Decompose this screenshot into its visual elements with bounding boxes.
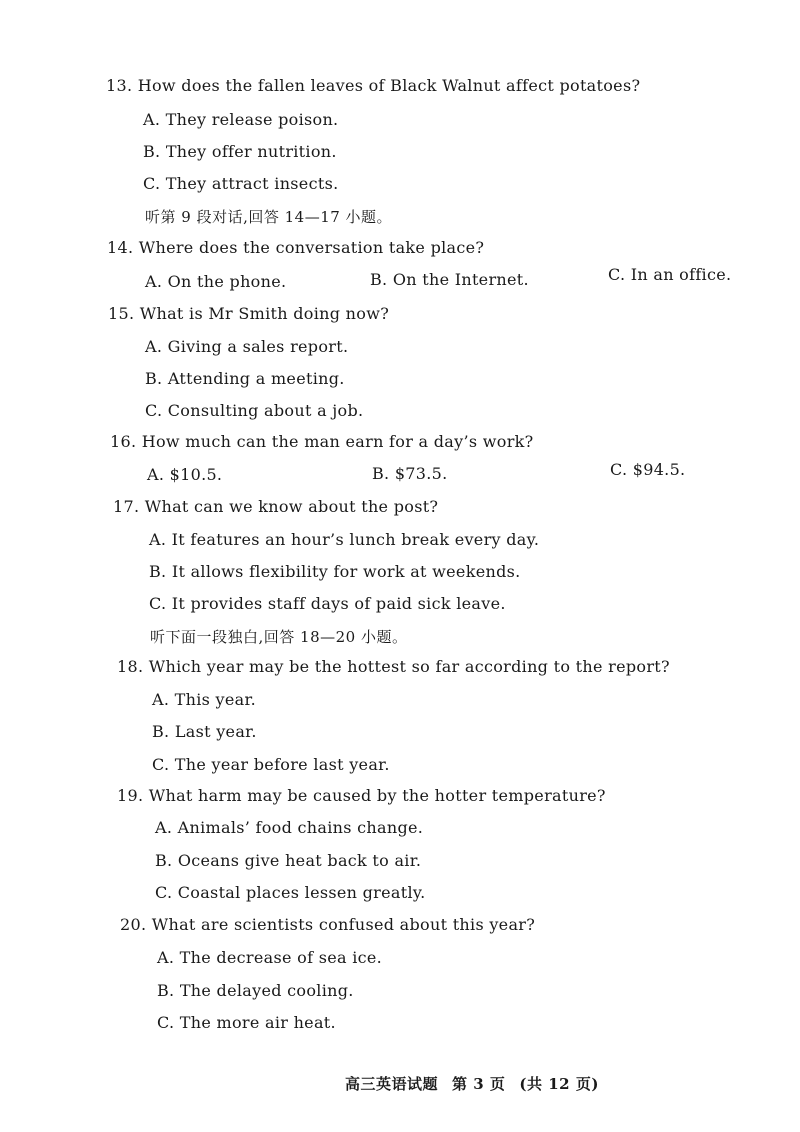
question-17-option-b: B. It allows flexibility for work at weekends. xyxy=(149,562,521,581)
question-20-option-a: A. The decrease of sea ice. xyxy=(157,948,383,967)
question-19-stem: 19. What harm may be caused by the hotter temperature? xyxy=(117,786,606,805)
question-15-option-b: B. Attending a meeting. xyxy=(145,369,345,388)
question-14-option-a: A. On the phone. xyxy=(145,272,287,291)
question-20-option-b: B. The delayed cooling. xyxy=(157,981,354,1000)
question-16-stem: 16. How much can the man earn for a day’s work? xyxy=(110,432,534,451)
question-16-option-b: B. $73.5. xyxy=(372,464,448,483)
page-footer xyxy=(345,1073,613,1094)
question-18-option-b: B. Last year. xyxy=(152,722,257,741)
question-13-option-b: B. They offer nutrition. xyxy=(143,142,337,161)
question-19-option-a: A. Animals’ food chains change. xyxy=(155,818,424,837)
question-15-stem: 15. What is Mr Smith doing now? xyxy=(108,304,390,323)
question-16-option-a: A. $10.5. xyxy=(147,465,223,484)
section-instruction-dialogue-9: 听第 9 段对话,回答 14—17 小题。 xyxy=(145,208,393,226)
question-15-option-a: A. Giving a sales report. xyxy=(145,337,349,356)
question-18-stem: 18. Which year may be the hottest so far according to the report? xyxy=(117,657,670,676)
question-14-option-c: C. In an office. xyxy=(608,265,732,284)
question-17-option-a: A. It features an hour’s lunch break every day. xyxy=(149,530,540,549)
question-13-stem: 13. How does the fallen leaves of Black Walnut affect potatoes? xyxy=(106,76,641,95)
question-14-stem: 14. Where does the conversation take place? xyxy=(107,238,485,257)
question-14-option-b: B. On the Internet. xyxy=(370,270,529,289)
section-instruction-monologue: 听下面一段独白,回答 18—20 小题。 xyxy=(150,628,408,646)
footer-page-number: 第 3 页 xyxy=(452,1075,506,1093)
question-18-option-a: A. This year. xyxy=(152,690,257,709)
question-18-option-c: C. The year before last year. xyxy=(152,755,390,774)
question-17-option-c: C. It provides staff days of paid sick leave. xyxy=(149,594,506,613)
question-19-option-b: B. Oceans give heat back to air. xyxy=(155,851,422,870)
footer-total-pages: (共 12 页) xyxy=(519,1075,599,1093)
question-20-option-c: C. The more air heat. xyxy=(157,1013,336,1032)
question-16-option-c: C. $94.5. xyxy=(610,460,686,479)
question-13-option-c: C. They attract insects. xyxy=(143,174,339,193)
footer-subject: 高三英语试题 xyxy=(345,1075,439,1093)
question-19-option-c: C. Coastal places lessen greatly. xyxy=(155,883,426,902)
question-13-option-a: A. They release poison. xyxy=(143,110,339,129)
question-15-option-c: C. Consulting about a job. xyxy=(145,401,364,420)
question-17-stem: 17. What can we know about the post? xyxy=(113,497,439,516)
question-20-stem: 20. What are scientists confused about this year? xyxy=(120,915,536,934)
